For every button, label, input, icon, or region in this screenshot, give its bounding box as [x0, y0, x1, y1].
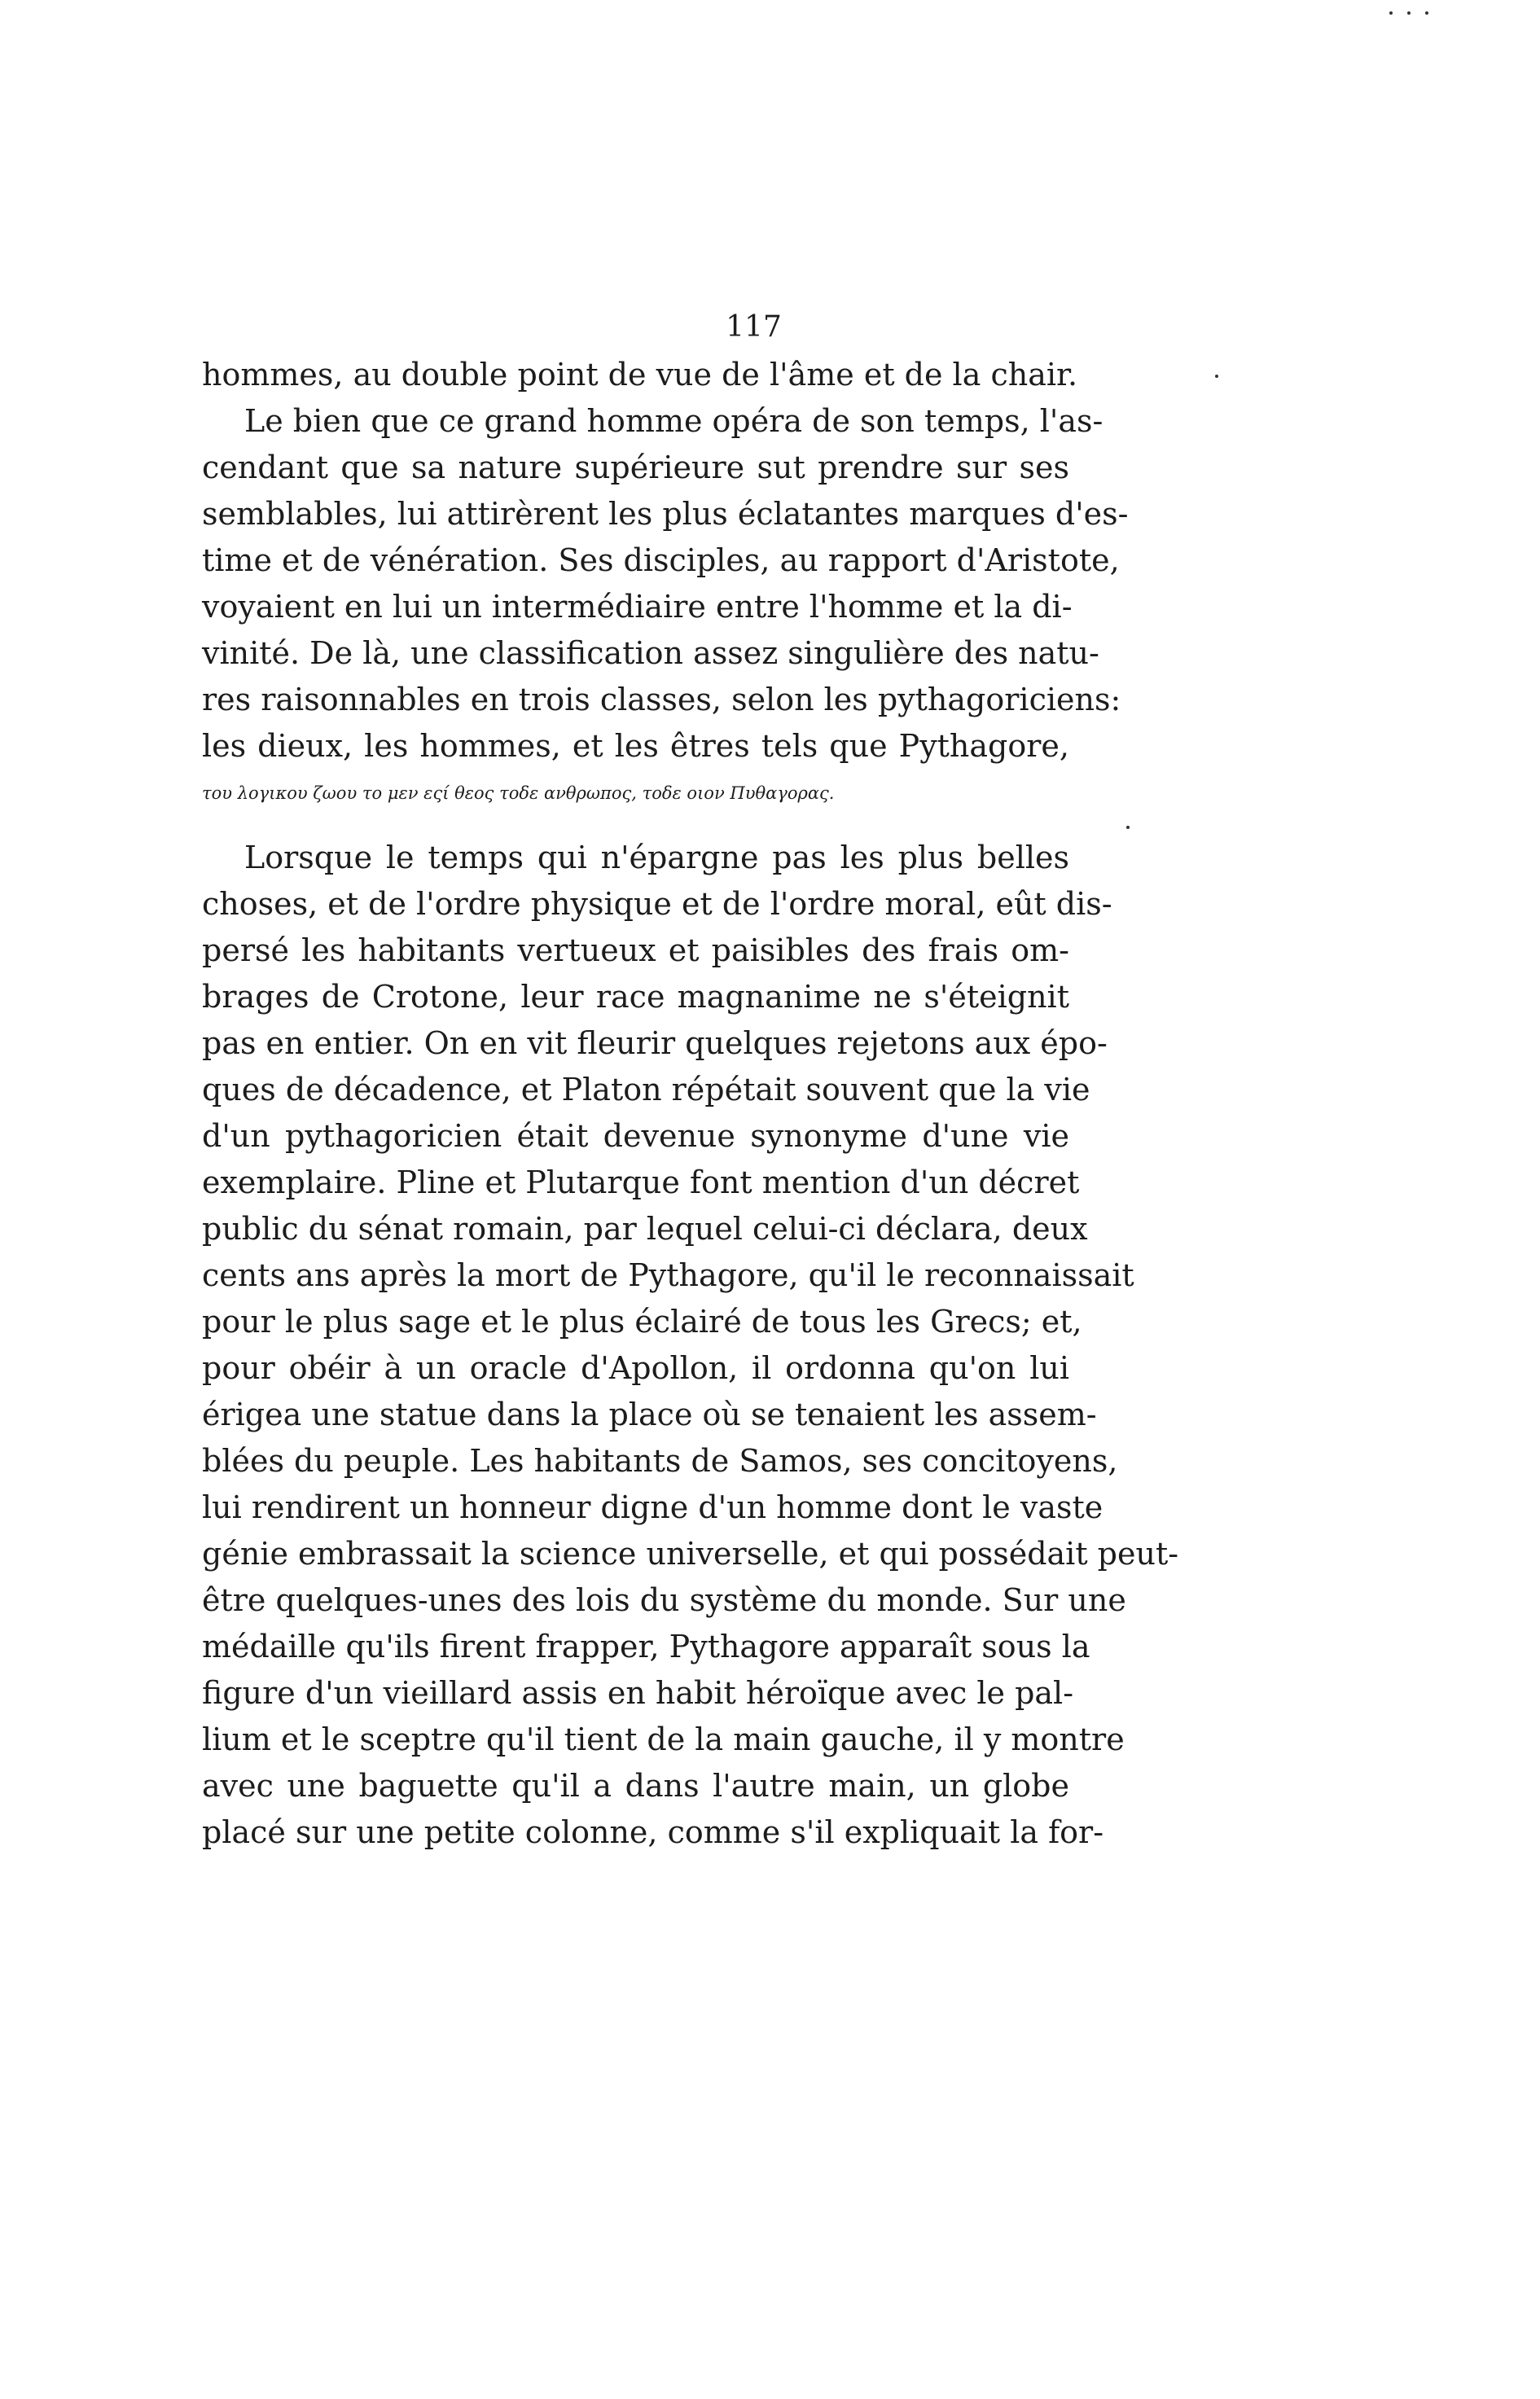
- text-line: Le bien que ce grand homme opéra de son temps, l'as-: [244, 403, 1103, 439]
- text-line: médaille qu'ils firent frapper, Pythagore apparaît sous la: [202, 1629, 1090, 1664]
- corner-speck: [1389, 11, 1393, 15]
- text-line: avec une baguette qu'il a dans l'autre main, un globe: [202, 1768, 1069, 1804]
- corner-speck: [1425, 11, 1428, 15]
- text-line: exemplaire. Pline et Plutarque font mention d'un décret: [202, 1164, 1080, 1200]
- text-line: lui rendirent un honneur digne d'un homme dont le vaste: [202, 1489, 1103, 1525]
- page-number: 117: [726, 310, 782, 344]
- corner-speck: [1407, 11, 1411, 15]
- text-line: d'un pythagoricien était devenue synonyme d'une vie: [202, 1118, 1069, 1154]
- text-line: time et de vénération. Ses disciples, au rapport d'Aristote,: [202, 542, 1120, 578]
- text-line: les dieux, les hommes, et les êtres tels que Pythagore,: [202, 728, 1069, 764]
- text-line: pas en entier. On en vit fleurir quelques rejetons aux épo-: [202, 1025, 1108, 1061]
- text-line: brages de Crotone, leur race magnanime ne s'éteignit: [202, 979, 1069, 1015]
- text-line: choses, et de l'ordre physique et de l'ordre moral, eût dis-: [202, 886, 1112, 922]
- margin-speck: [1215, 375, 1218, 378]
- text-line: être quelques-unes des lois du système du monde. Sur une: [202, 1582, 1126, 1618]
- text-line: lium et le sceptre qu'il tient de la main gauche, il y montre: [202, 1721, 1125, 1757]
- text-line: semblables, lui attirèrent les plus éclatantes marques d'es-: [202, 496, 1129, 532]
- text-line: vinité. De là, une classification assez singulière des natu-: [202, 635, 1099, 671]
- text-line: res raisonnables en trois classes, selon les pythagoriciens:: [202, 682, 1121, 717]
- paragraph-gap: [202, 814, 1069, 835]
- text-line: voyaient en lui un intermédiaire entre l'homme et la di-: [202, 589, 1073, 625]
- margin-speck: [1126, 826, 1130, 829]
- text-line: hommes, au double point de vue de l'âme et de la chair.: [202, 357, 1078, 393]
- text-line: placé sur une petite colonne, comme s'il expliquait la for-: [202, 1814, 1104, 1850]
- text-line: figure d'un vieillard assis en habit héroïque avec le pal-: [202, 1675, 1074, 1711]
- text-line: érigea une statue dans la place où se tenaient les assem-: [202, 1397, 1097, 1432]
- text-line: Lorsque le temps qui n'épargne pas les plus belles: [244, 840, 1069, 875]
- text-line: public du sénat romain, par lequel celui-ci déclara, deux: [202, 1211, 1088, 1247]
- text-line: génie embrassait la science universelle, et qui possédait peut-: [202, 1536, 1179, 1572]
- text-line: blées du peuple. Les habitants de Samos, ses concitoyens,: [202, 1443, 1118, 1479]
- text-line: cendant que sa nature supérieure sut prendre sur ses: [202, 450, 1069, 485]
- greek-quote: του λογικου ζωου το μεν εςί θεος τοδε ανθρωπος, τοδε οιον Πυθαγορας.: [202, 783, 835, 803]
- body-text: [202, 352, 1179, 1856]
- text-line: pour le plus sage et le plus éclairé de tous les Grecs; et,: [202, 1304, 1082, 1340]
- text-line: pour obéir à un oracle d'Apollon, il ordonna qu'on lui: [202, 1350, 1069, 1386]
- text-line: ques de décadence, et Platon répétait souvent que la vie: [202, 1072, 1090, 1107]
- text-line: persé les habitants vertueux et paisibles des frais om-: [202, 932, 1069, 968]
- text-line: cents ans après la mort de Pythagore, qu'il le reconnaissait: [202, 1257, 1134, 1293]
